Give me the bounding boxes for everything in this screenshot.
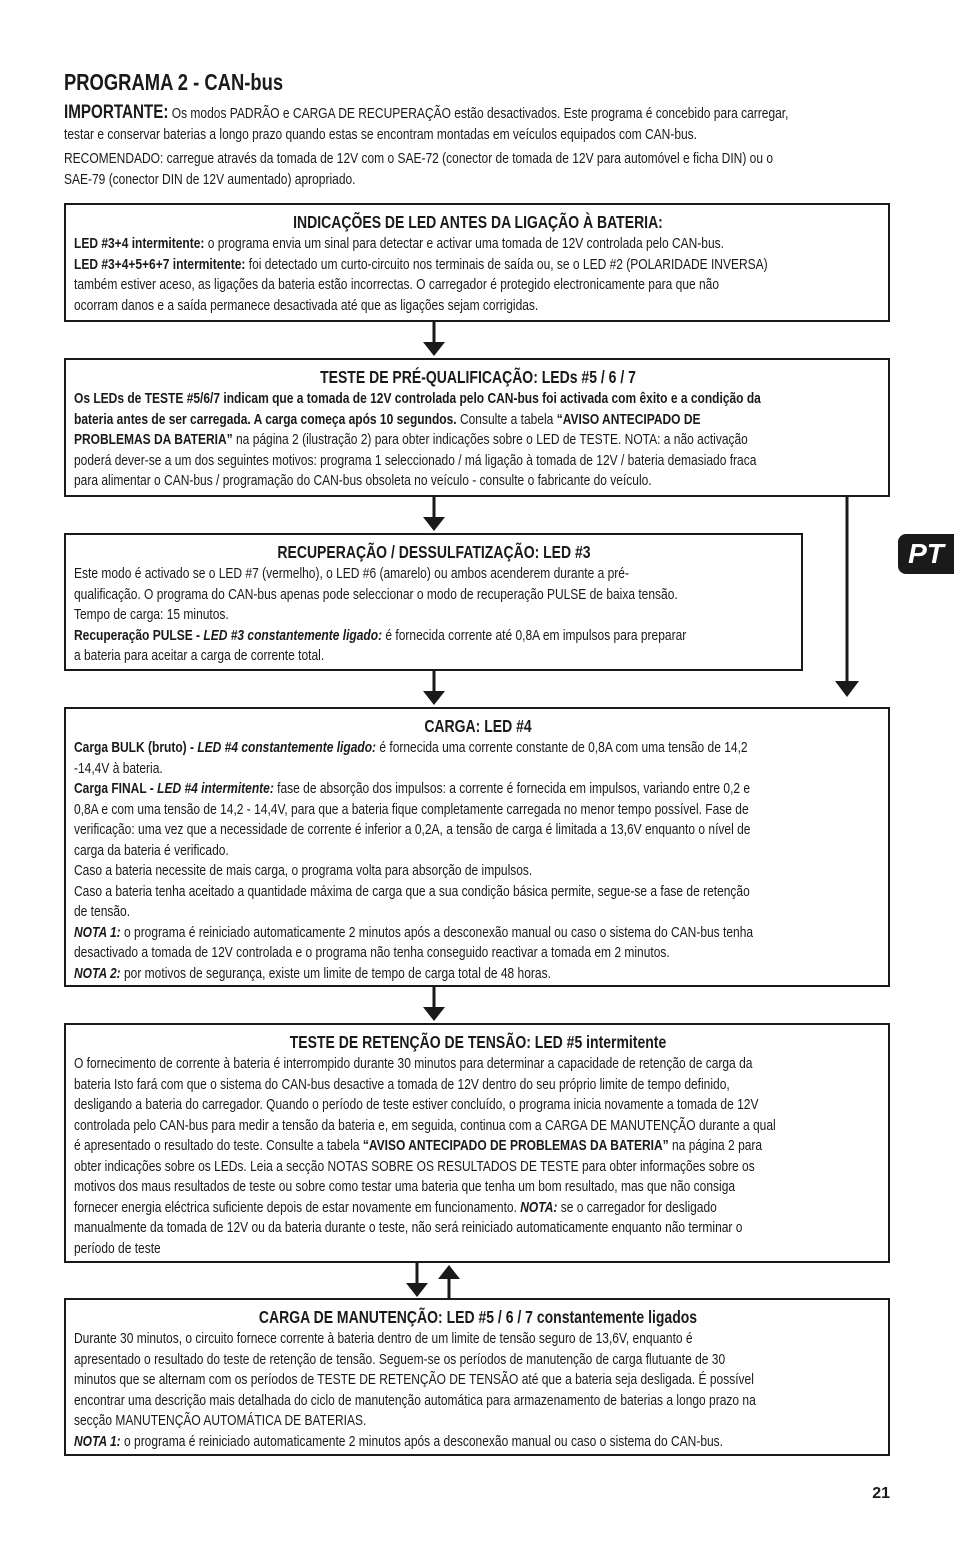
box4-line-8: Caso a bateria tenha aceitado a quantidade máxima de carga que a sua condição básica permite, segue-se a fase de retenção	[74, 882, 750, 900]
maintenance-title: CARGA DE MANUTENÇÃO: LED #5 / 6 / 7 constantemente ligados	[258, 1307, 698, 1327]
recommended-paragraph	[64, 148, 869, 190]
bulk-text: é fornecida uma corrente constante de 0,8A com uma tensão de 14,2	[376, 739, 748, 756]
recovery-box	[64, 533, 803, 671]
box5-line-8-text: fornecer energia eléctrica suficiente depois de estar novamente em funcionamento.	[74, 1198, 521, 1216]
box5-line-9: manualmente da tomada de 12V ou da bateria durante o teste, não será reiniciado automaticamente enquanto não terminar o	[74, 1219, 743, 1236]
box5-line-7: motivos dos maus resultados de teste ou sobre como testar uma bateria que tenha um bom resultado, mas que não consiga	[74, 1178, 736, 1195]
page-title-text: PROGRAMA 2 - CAN-bus	[64, 69, 284, 95]
down-arrow-icon	[422, 987, 446, 1023]
box6-line-2: apresentado o resultado do teste de retenção de tensão. Seguem-se os períodos de manutenção de carga flutuante de 30	[74, 1350, 726, 1368]
important-text: Os modos PADRÃO e CARGA DE RECUPERAÇÃO estão desactivados. Este programa é concebido para carregar,	[171, 105, 789, 122]
box3-line-4-bolditalic: LED #3 constantemente ligado:	[203, 626, 383, 644]
important-label: IMPORTANTE:	[64, 102, 169, 123]
box2-line-4: poderá dever-se a um dos seguintes motivos: programa 1 seleccionado / má ligação à tomada de 12V / bateria demasiado fraca	[74, 451, 757, 469]
maintenance-box	[64, 1298, 890, 1456]
box2-line-2-bold: bateria antes de ser carregada. A carga começa após 10 segundos.	[74, 410, 457, 428]
led-3-7-text: foi detectado um curto-circuito nos terminais de saída ou, se o LED #2 (POLARIDADE INVERSA)	[245, 255, 768, 273]
recovery-title: RECUPERAÇÃO / DESSULFATIZAÇÃO: LED #3	[277, 542, 591, 562]
intro-section	[64, 102, 954, 190]
led-3-4-text: o programa envia um sinal para detectar e activar uma tomada de 12V controlada pelo CAN-bus.	[204, 235, 724, 252]
pre-qualification-title: TESTE DE PRÉ-QUALIFICAÇÃO: LEDs #5 / 6 / 7	[320, 367, 636, 387]
led-3-4-label: LED #3+4 intermitente:	[74, 235, 205, 252]
note-2-label: NOTA 2:	[74, 964, 121, 982]
box1-line-3: também estiver aceso, as ligações da bateria estão incorrectas. O carregador é protegido electronicamente para que não	[74, 276, 720, 293]
down-up-arrows-icon	[402, 1263, 464, 1299]
note-1-label: NOTA 1:	[74, 923, 121, 941]
box5-line-1: O fornecimento de corrente à bateria é interrompido durante 30 minutos para determinar a capacidade de retenção de carga da	[74, 1055, 753, 1072]
box1-line-4: ocorram danos e a saída permanece desactivada até que as ligações sejam corrigidas.	[74, 296, 539, 314]
box6-line-5: secção MANUTENÇÃO AUTOMÁTICA DE BATERIAS.	[74, 1412, 367, 1429]
led-indications-box	[64, 203, 890, 322]
box5-note-label: NOTA:	[520, 1198, 558, 1216]
recommended-text-1: RECOMENDADO: carregue através da tomada de 12V com o SAE-72 (conector de tomada de 12V para automóvel e ficha DIN) ou o	[64, 150, 774, 167]
box3-line-5: a bateria para aceitar a carga de corrente total.	[74, 647, 325, 664]
box3-line-3: Tempo de carga: 15 minutos.	[74, 606, 229, 623]
box5-line-5-text: é apresentado o resultado do teste. Consulte a tabela	[74, 1137, 363, 1154]
led-indications-title: INDICAÇÕES DE LED ANTES DA LIGAÇÃO À BATERIA:	[293, 212, 663, 232]
down-arrow-icon	[422, 322, 446, 358]
bulk-led-label: LED #4 constantemente ligado:	[197, 739, 377, 756]
box6-note-label: NOTA 1:	[74, 1432, 121, 1450]
box2-line-5: para alimentar o CAN-bus / programação do CAN-bus obsoleta no veículo - consulte o fabricante do veículo.	[74, 472, 652, 489]
pre-qualification-box	[64, 358, 890, 497]
box3-line-4-bold: Recuperação PULSE -	[74, 626, 204, 644]
bypass-down-arrow-icon	[834, 497, 860, 700]
page-number: 21	[872, 1485, 890, 1502]
led-3-7-label: LED #3+4+5+6+7 intermitente:	[74, 255, 246, 273]
box2-line-1: Os LEDs de TESTE #5/6/7 indicam que a tomada de 12V controlada pelo CAN-bus foi activada com êxito e a condição da	[74, 390, 761, 407]
important-text-2: testar e conservar baterias a longo prazo quando estas se encontram montadas em veículos equipados com CAN-bus.	[64, 126, 698, 143]
note-1-text: o programa é reiniciado automaticamente 2 minutos após a desconexão manual ou caso o sistema do CAN-bus tenha	[120, 923, 754, 941]
box4-line-2: -14,4V à bateria.	[74, 759, 163, 777]
box5-line-5-text2: na página 2 para	[668, 1137, 763, 1154]
charge-box	[64, 707, 890, 987]
box4-line-11: desactivado a tomada de 12V controlada e o programa não tenha conseguido reactivar a tomada em 2 minutos.	[74, 944, 670, 961]
charge-title: CARGA: LED #4	[424, 716, 532, 736]
box2-line-3-text: na página 2 (ilustração 2) para obter indicações sobre o LED de TESTE. NOTA: a não activação	[232, 431, 748, 448]
box4-line-6: carga da bateria é verificado.	[74, 841, 229, 859]
voltage-retention-box	[64, 1023, 890, 1263]
box6-line-1: Durante 30 minutos, o circuito fornece corrente à bateria dentro de um limite de tensão seguro de 13,6V, enquanto é	[74, 1330, 693, 1347]
box5-line-5-bold: “AVISO ANTECIPADO DE PROBLEMAS DA BATERIA”	[362, 1137, 669, 1154]
final-led-label: LED #4 intermitente:	[157, 780, 274, 797]
box6-line-3: minutos que se alternam com os períodos de TESTE DE RETENÇÃO DE TENSÃO até que a bateria seja desligada. É possível	[74, 1371, 754, 1388]
box4-line-4: 0,8A e com uma tensão de 14,2 - 14,4V, para que a bateria fique completamente carregada no menor tempo possível. Fase de	[74, 800, 749, 818]
voltage-retention-title: TESTE DE RETENÇÃO DE TENSÃO: LED #5 intermitente	[289, 1032, 667, 1052]
box2-line-2-bold2: “AVISO ANTECIPADO DE	[556, 410, 701, 428]
bulk-label: Carga BULK (bruto) -	[74, 739, 198, 756]
box3-line-4-text: é fornecida corrente até 0,8A em impulsos para preparar	[382, 626, 687, 644]
recommended-text-2: SAE-79 (conector DIN de 12V aumentado) apropriado.	[64, 171, 356, 188]
box2-line-2-text: Consulte a tabela	[456, 410, 557, 428]
box4-line-9: de tensão.	[74, 903, 131, 920]
box6-note-text: o programa é reiniciado automaticamente 2 minutos após a desconexão manual ou caso o sistema do CAN-bus.	[120, 1432, 724, 1450]
page-title	[64, 68, 664, 96]
box5-line-6: obter indicações sobre os LEDs. Leia a secção NOTAS SOBRE OS RESULTADOS DE TESTE para obter informações sobre os	[74, 1157, 755, 1175]
box5-line-10: período de teste	[74, 1239, 161, 1257]
down-arrow-icon	[422, 671, 446, 707]
box6-line-4: encontrar uma descrição mais detalhada do ciclo de manutenção automática para armazenamento de baterias a longo prazo na	[74, 1391, 756, 1409]
box5-line-2: bateria Isto fará com que o sistema do CAN-bus desactive a tomada de 12V dentro do seu próprio limite de tempo definido,	[74, 1075, 730, 1093]
box3-line-2: qualificação. O programa do CAN-bus apenas pode seleccionar o modo de recuperação PULSE de baixa tensão.	[74, 585, 678, 603]
final-label: Carga FINAL -	[74, 780, 158, 797]
box2-line-3-bold: PROBLEMAS DA BATERIA”	[74, 431, 233, 448]
box5-line-8-text2: se o carregador for desligado	[557, 1198, 717, 1216]
note-2-text: por motivos de segurança, existe um limite de tempo de carga total de 48 horas.	[120, 964, 551, 982]
box3-line-1: Este modo é activado se o LED #7 (vermelho), o LED #6 (amarelo) ou ambos acenderem durante a pré-	[74, 565, 629, 582]
language-tab: PT	[898, 534, 954, 574]
important-paragraph	[64, 102, 869, 145]
box5-line-3: desligando a bateria do carregador. Quando o período de teste estiver concluído, o programa inicia novamente a tomada de 12V	[74, 1096, 759, 1113]
box4-line-5: verificação: uma vez que a necessidade de corrente é inferior a 0,2A, a tensão de carga é limitada a 13,6V enquanto o nível de	[74, 821, 751, 838]
box4-line-7: Caso a bateria necessite de mais carga, o programa volta para absorção de impulsos.	[74, 862, 533, 879]
down-arrow-icon	[422, 497, 446, 533]
final-text: fase de absorção dos impulsos: a corrente é fornecida em impulsos, variando entre 0,2 e	[273, 780, 751, 797]
box5-line-4: controlada pelo CAN-bus para medir a tensão da bateria e, em seguida, continua com a CARGA DE MANUTENÇÃO durante a qual	[74, 1116, 776, 1134]
